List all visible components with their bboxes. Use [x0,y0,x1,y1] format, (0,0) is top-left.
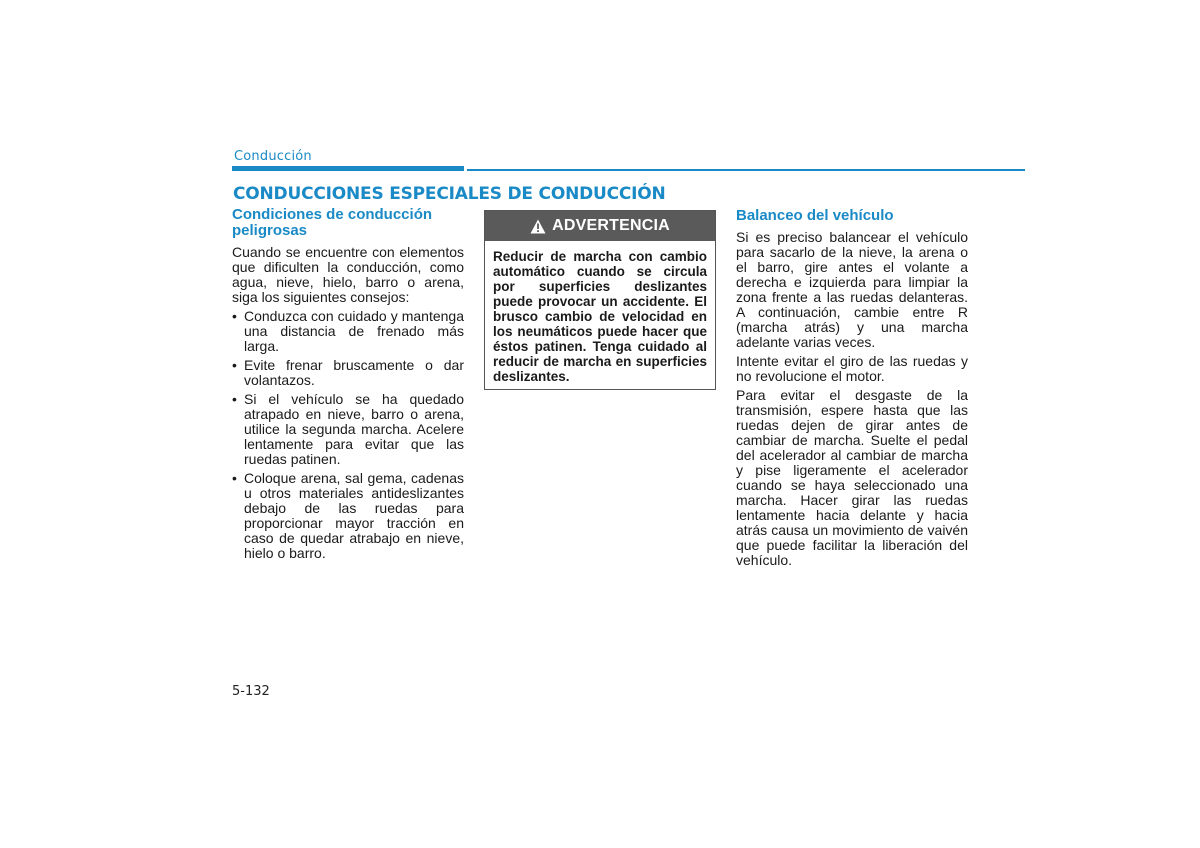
left-heading: Condiciones de conducción peligrosas [232,206,433,239]
header-bar-thick [232,166,464,171]
warning-box [484,210,716,390]
right-column [736,207,968,572]
warning-text: Reducir de marcha con cambio automático cuando se circula por superficies deslizantes puede provocar un accidente. El brusco cambio de velocidad en los neumáticos puede hacer que éstos patinen. Tenga cuidado al reducir de marcha en superficies deslizantes. [493,249,707,384]
warning-triangle-icon [530,219,546,234]
list-item: • Evite frenar bruscamente o dar volantazos. [232,357,464,388]
warning-header [485,211,715,241]
section-label: Conducción [234,149,312,164]
right-paragraph: Si es preciso balancear el vehículo para sacarlo de la nieve, la arena o el barro, gire antes el volante a derecha e izquierda para limpiar la zona frente a las ruedas delanteras. A continuación, cambie entre R (marcha atrás) y una marcha adelante varias veces. [736,229,968,350]
list-item: • Si el vehículo se ha quedado atrapado en nieve, barro o arena, utilice la segunda marcha. Acelere lentamente para evitar que las ruedas patinen. [232,391,464,467]
bullet-icon: • [232,391,237,407]
list-item: • Coloque arena, sal gema, cadenas u otros materiales antideslizantes debajo de las ruedas para proporcionar mayor tracción en caso de quedar atrabajo en nieve, hielo o barro. [232,470,464,561]
bullet-icon: • [232,470,237,486]
right-paragraph: Para evitar el desgaste de la transmisión, espere hasta que las ruedas dejen de girar antes de cambiar de marcha. Suelte el pedal del acelerador al cambiar de marcha y pise ligeramente el acelerador cuando se haya seleccionado una marcha. Hacer girar las ruedas lentamente hacia delante y hacia atrás causa un movimiento de vaivén que puede facilitar la liberación del vehículo. [736,387,968,568]
warning-title: ADVERTENCIA [552,217,670,234]
bullet-icon: • [232,357,237,373]
left-column [232,207,464,565]
right-paragraph: Intente evitar el giro de las ruedas y no revolucione el motor. [736,353,968,384]
right-heading: Balanceo del vehículo [736,207,894,224]
header-bar-thin [467,169,1025,171]
left-intro: Cuando se encuentre con elementos que dificulten la conducción, como agua, nieve, hielo, barro o arena, siga los siguientes consejos: [232,244,464,305]
page-title: CONDUCCIONES ESPECIALES DE CONDUCCIÓN [233,184,666,204]
tips-list [232,309,464,561]
bullet-icon: • [232,308,237,324]
page-number: 5-132 [232,684,270,699]
list-item: • Conduzca con cuidado y mantenga una distancia de frenado más larga. [232,308,464,354]
